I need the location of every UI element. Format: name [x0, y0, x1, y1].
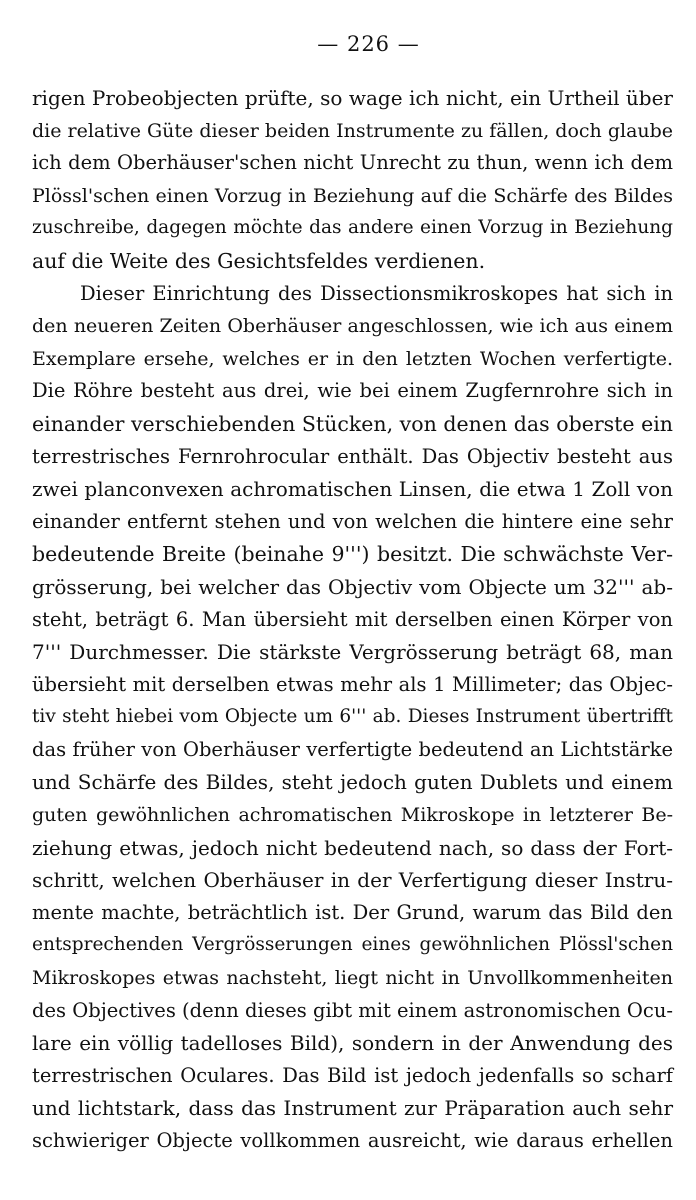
text-line: einander entfernt stehen und von welchen die hintere eine sehr [32, 509, 673, 533]
text-line: lare ein völlig tadelloses Bild), sondern in der Anwendung des [32, 1031, 673, 1056]
text-line: einander verschiebenden Stücken, von denen das oberste ein [32, 411, 673, 436]
text-line: und Schärfe des Bildes, steht jedoch guten Dublets und einem [32, 770, 673, 795]
text-line: terrestrischen Oculares. Das Bild ist jedoch jedenfalls so scharf [32, 1063, 673, 1087]
book-page [32, 30, 673, 1158]
text-line: entsprechenden Vergrösserungen eines gewöhnlichen Plössl'schen [32, 934, 673, 956]
text-line: schritt, welchen Oberhäuser in der Verfertigung dieser Instru- [32, 868, 673, 893]
text-line: mente machte, beträchtlich ist. Der Grund, warum das Bild den [32, 900, 673, 924]
text-line: Dieser Einrichtung des Dissectionsmikroskopes hat sich in [80, 281, 673, 305]
text-line: bedeutende Breite (beinahe 9''') besitzt. Die schwächste Ver- [32, 542, 673, 567]
text-line: Plössl'schen einen Vorzug in Beziehung auf die Schärfe des Bildes [32, 184, 673, 207]
text-line: tiv steht hiebei vom Objecte um 6''' ab. Dieses Instrument übertrifft [32, 706, 673, 728]
page-number: — 226 — [317, 32, 420, 56]
text-line: des Objectives (denn dieses gibt mit einem astronomischen Ocu- [32, 998, 673, 1022]
text-line: 7''' Durchmesser. Die stärkste Vergrösserung beträgt 68, man [32, 640, 673, 665]
text-line: rigen Probeobjecten prüfte, so wage ich nicht, ein Urtheil über [32, 86, 673, 110]
text-line: Die Röhre besteht aus drei, wie bei einem Zugfernrohre sich in [32, 379, 673, 403]
text-line: steht, beträgt 6. Man übersieht mit derselben einen Körper von [32, 607, 673, 631]
text-line: zuschreibe, dagegen möchte das andere einen Vorzug in Beziehung [32, 217, 673, 239]
text-line: auf die Weite des Gesichtsfeldes verdienen. [32, 248, 486, 273]
text-line: übersieht mit derselben etwas mehr als 1 Millimeter; das Objec- [32, 672, 673, 696]
text-line: die relative Güte dieser beiden Instrumente zu fällen, doch glaube [32, 119, 674, 142]
text-line: das früher von Oberhäuser verfertigte bedeutend an Lichtstärke [32, 737, 673, 761]
text-line: Mikroskopes etwas nachsteht, liegt nicht in Unvollkommenheiten [32, 967, 673, 990]
text-line: grösserung, bei welcher das Objectiv vom Objecte um 32''' ab- [32, 574, 673, 599]
text-body [32, 82, 673, 1158]
text-line: terrestrisches Fernrohrocular enthält. Das Objectiv besteht aus [32, 444, 673, 468]
paragraph [32, 278, 673, 1158]
paragraph [32, 82, 673, 278]
text-line: guten gewöhnlichen achromatischen Mikroskope in letzterer Be- [32, 804, 673, 827]
text-line: ich dem Oberhäuser'schen nicht Unrecht zu thun, wenn ich dem [32, 151, 673, 175]
text-line: den neueren Zeiten Oberhäuser angeschlossen, wie ich aus einem [32, 315, 673, 338]
text-line: ziehung etwas, jedoch nicht bedeutend nach, so dass der Fort- [32, 835, 673, 860]
text-line: zwei planconvexen achromatischen Linsen, die etwa 1 Zoll von [32, 477, 673, 502]
text-line: Exemplare ersehe, welches er in den letzten Wochen verfertigte. [32, 347, 673, 370]
text-line: und lichtstark, dass das Instrument zur Präparation auch sehr [32, 1096, 673, 1121]
text-line: schwieriger Objecte vollkommen ausreicht, wie daraus erhellen [32, 1129, 673, 1152]
